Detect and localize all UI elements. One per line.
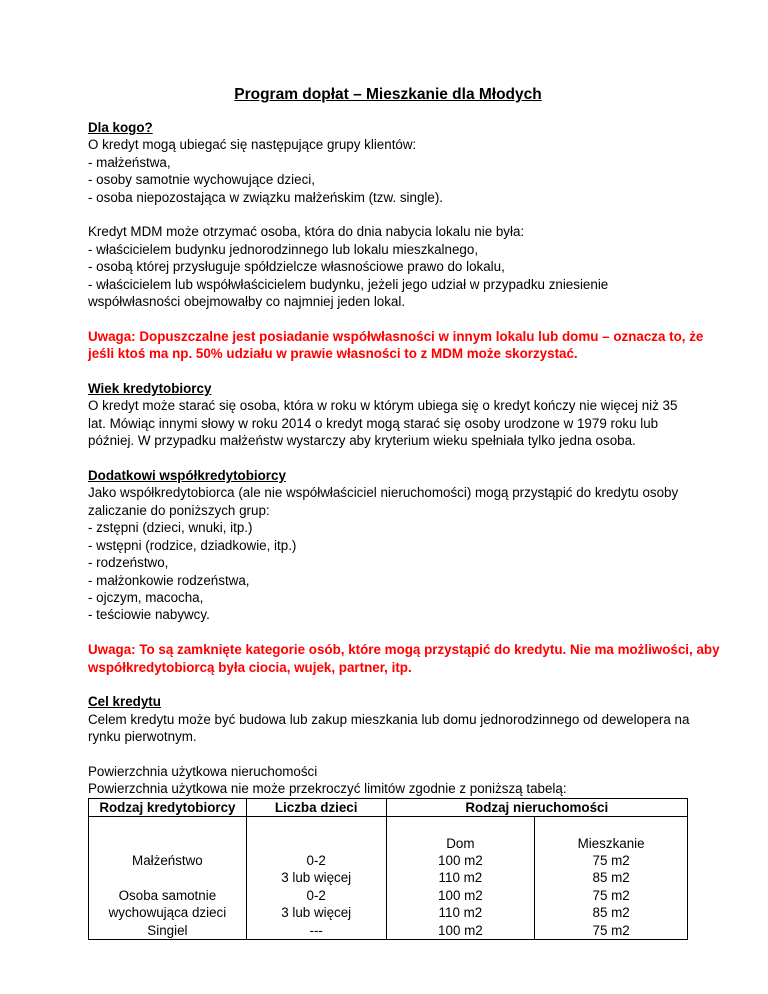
text-line: - małżonkowie rodzeństwa, [88,572,250,588]
table-body-row [89,817,688,940]
section-heading: Wiek kredytobiorcy [88,381,212,397]
children-value: 3 lub więcej [281,905,352,921]
table-header-row [89,798,688,816]
text-line: rynku pierwotnym. [88,729,197,745]
children-value: 0-2 [306,887,326,903]
section-conditions [88,223,688,310]
section-area [88,763,688,798]
borrower-type: wychowująca dzieci [108,905,227,921]
section-heading: Dla kogo? [88,120,153,135]
text-line: - teściowie nabywcy. [88,607,210,623]
children-value: 0-2 [306,852,326,868]
warning-note [88,641,720,676]
text-line: - małżeństwa, [88,154,171,170]
mieszkanie-value: 75 m2 [592,887,630,903]
text-line: lat. Mówiąc innymi słowy w roku 2014 o kredyt mogą starać się osoby urodzone w 1979 roku lub [88,415,659,431]
warning-line: Uwaga: Dopuszczalne jest posiadanie współwłasności w innym lokalu lub domu – oznacza to, że [88,328,704,344]
text-line: zaliczanie do poniższych grup: [88,502,270,518]
text-line: - ojczym, macocha, [88,589,204,605]
dom-value: 100 m2 [438,922,483,938]
text-line: - wstępni (rodzice, dziadkowie, itp.) [88,537,297,553]
section-purpose [88,693,688,745]
borrower-type: Osoba samotnie [118,887,217,903]
text-line: - osobą której przysługuje spółdzielcze własnościowe prawo do lokalu, [88,259,505,275]
dom-value: 110 m2 [438,870,483,886]
text-line: Powierzchnia użytkowa nieruchomości [88,763,318,779]
children-value: --- [309,922,323,938]
text-line: O kredyt mogą ubiegać się następujące grupy klientów: [88,137,417,153]
text-line: Celem kredytu może być budowa lub zakup mieszkania lub domu jednorodzinnego od dewelopera na [88,711,690,727]
col-mieszkanie-label: Mieszkanie [577,835,645,851]
text-line: współwłasności obejmowałby co najmniej jeden lokal. [88,294,406,310]
document-page [88,85,720,940]
children-value: 3 lub więcej [281,870,352,886]
section-coborrowers [88,467,688,624]
text-line: - właścicielem lub współwłaścicielem budynku, jeżeli jego udział w przypadku zniesienie [88,276,609,292]
section-eligibility [88,119,688,206]
header-children: Liczba dzieci [246,798,386,816]
warning-line: współkredytobiorcą była ciocia, wujek, partner, itp. [88,659,412,675]
section-heading: Dodatkowi współkredytobiorcy [88,468,286,484]
children-cell [246,817,386,940]
text-line: Jako współkredytobiorca (ale nie współwłaściciel nieruchomości) mogą przystąpić do kredytu osoby [88,485,679,501]
col-dom-label: Dom [446,835,475,851]
text-line: później. W przypadku małżeństw wystarczy aby kryterium wieku spełniała tylko jedna osoba. [88,433,636,449]
mieszkanie-value: 85 m2 [592,905,630,921]
text-line: - osoby samotnie wychowujące dzieci, [88,172,316,188]
text-line: - właścicielem budynku jednorodzinnego lub lokalu mieszkalnego, [88,241,479,257]
dom-value: 110 m2 [438,905,483,921]
warning-line: Uwaga: To są zamknięte kategorie osób, które mogą przystąpić do kredytu. Nie ma możliwości, aby [88,642,720,658]
dom-cell [386,817,535,940]
mieszkanie-value: 85 m2 [592,870,630,886]
mieszkanie-value: 75 m2 [592,922,630,938]
header-borrower: Rodzaj kredytobiorcy [89,798,247,816]
mieszkanie-value: 75 m2 [592,852,630,868]
borrower-type: Małżeństwo [132,852,203,868]
section-age [88,380,688,450]
borrower-cell [89,817,247,940]
warning-note [88,328,704,363]
text-line: - zstępni (dzieci, wnuki, itp.) [88,520,253,536]
text-line: O kredyt może starać się osoba, która w roku w którym ubiega się o kredyt kończy nie więcej niż 35 [88,398,678,414]
text-line: - osoba niepozostająca w związku małżeńskim (tzw. single). [88,189,443,205]
text-line: Kredyt MDM może otrzymać osoba, która do dnia nabycia lokalu nie była: [88,224,525,240]
dom-value: 100 m2 [438,887,483,903]
dom-value: 100 m2 [438,852,483,868]
text-line: - rodzeństwo, [88,555,169,571]
header-property: Rodzaj nieruchomości [386,798,687,816]
borrower-type: Singiel [147,922,188,938]
mieszkanie-cell [535,817,688,940]
text-line: Powierzchnia użytkowa nie może przekroczyć limitów zgodnie z poniższą tabelą: [88,781,567,797]
area-limits-table [88,798,688,940]
section-heading: Cel kredytu [88,694,161,710]
warning-line: jeśli ktoś ma np. 50% udziału w prawie własności to z MDM może skorzystać. [88,346,578,362]
page-title: Program dopłat – Mieszkanie dla Młodych [234,86,542,103]
